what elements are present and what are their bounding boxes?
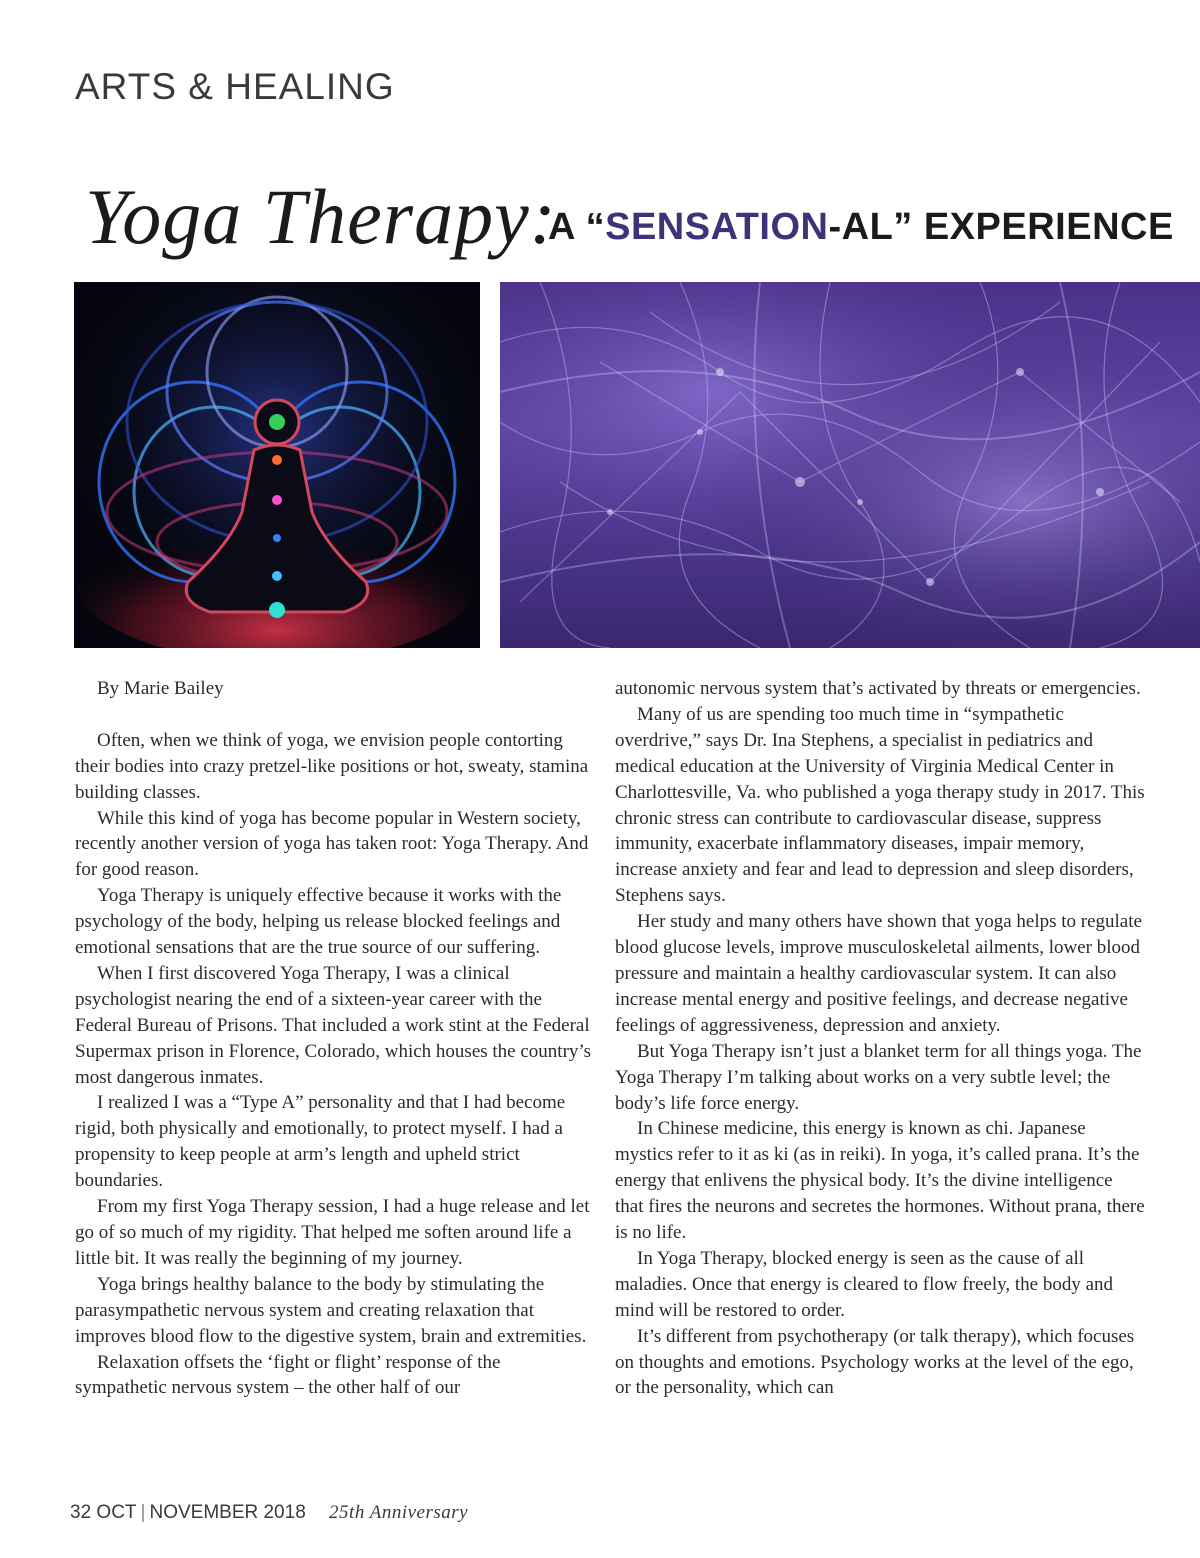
paragraph: Many of us are spending too much time in “sympathetic overdrive,” says Dr. Ina Stephens, a specialist in pediatrics and medical education at the University of Virginia Medical Center in Charlottesville, Va. who published a yoga therapy study in 2017. This chronic stress can contribute to cardiovascular disease, suppress immunity, exacerbate inflammatory diseases, impair memory, increase anxiety and fear and lead to depression and sleep disorders, Stephens says. bbox=[615, 703, 1145, 907]
chakra-illustration bbox=[74, 282, 480, 648]
paragraph: While this kind of yoga has become popular in Western society, recently another version of yoga has taken root: Yoga Therapy. And for good reason. bbox=[75, 807, 589, 881]
paragraph: Her study and many others have shown that yoga helps to regulate blood glucose levels, improve musculoskeletal ailments, lower blood pressure and maintain a healthy cardiovascular system. It can also increase mental energy and positive feelings, and decrease negative feelings of aggressiveness, depression and anxiety. bbox=[615, 911, 1142, 1036]
neural-network-image bbox=[500, 282, 1200, 648]
anniversary-label: 25th Anniversary bbox=[329, 1502, 469, 1523]
byline: By Marie Bailey bbox=[97, 678, 224, 699]
paragraph: Relaxation offsets the ‘fight or flight’ response of the sympathetic nervous system – the other half of our bbox=[75, 1351, 501, 1399]
issue-month-a: OCT bbox=[96, 1502, 137, 1523]
page-number: 32 bbox=[70, 1502, 92, 1523]
paragraph: Yoga Therapy is uniquely effective because it works with the psychology of the body, helping us release blocked feelings and emotional sensations that are the true source of our suffering. bbox=[75, 885, 562, 959]
article-column-right bbox=[615, 676, 1145, 1401]
paragraph: But Yoga Therapy isn’t just a blanket term for all things yoga. The Yoga Therapy I’m talking about works on a very subtle level; the body’s life force energy. bbox=[615, 1040, 1142, 1114]
paragraph: In Chinese medicine, this energy is known as chi. Japanese mystics refer to it as ki (as in reiki). In yoga, it’s called prana. It’s the energy that enlivens the physical body. It’s the divine intelligence that fires the neurons and secretes the hormones. Without prana, there is no life. bbox=[615, 1118, 1145, 1244]
article-title: Yoga Therapy: bbox=[85, 173, 557, 260]
subtitle-accent: SENSATION bbox=[605, 206, 829, 248]
page-footer bbox=[70, 1502, 468, 1524]
paragraph: In Yoga Therapy, blocked energy is seen as the cause of all maladies. Once that energy is cleared to flow freely, the body and mind will be restored to order. bbox=[615, 1247, 1114, 1321]
paragraph: It’s different from psychotherapy (or talk therapy), which focuses on thoughts and emotions. Psychology works at the level of the ego, or the personality, which can bbox=[615, 1325, 1135, 1399]
article-subtitle bbox=[548, 206, 1174, 249]
neural-illustration bbox=[500, 282, 1200, 648]
paragraph: From my first Yoga Therapy session, I had a huge release and let go of so much of my rigidity. That helped me soften around life a little bit. It was really the beginning of my journey. bbox=[75, 1196, 590, 1269]
subtitle-prefix: A “ bbox=[548, 206, 606, 248]
article-column-left bbox=[75, 676, 595, 1401]
paragraph: When I first discovered Yoga Therapy, I was a clinical psychologist nearing the end of a sixteen-year career with the Federal Bureau of Prisons. That included a work stint at the Federal Supermax prison in Florence, Colorado, which houses the country’s most dangerous inmates. bbox=[75, 962, 592, 1088]
paragraph: Often, when we think of yoga, we envision people contorting their bodies into crazy pretzel-like positions or hot, sweaty, stamina building classes. bbox=[75, 729, 589, 803]
footer-divider: | bbox=[140, 1502, 146, 1523]
paragraph: I realized I was a “Type A” personality and that I had become rigid, both physically and emotionally, to protect myself. I had a propensity to keep people at arm’s length and upheld strict boundaries. bbox=[75, 1092, 566, 1192]
subtitle-suffix: -AL” EXPERIENCE bbox=[828, 206, 1174, 248]
paragraph-continuation: autonomic nervous system that’s activated by threats or emergencies. bbox=[615, 678, 1141, 699]
section-label: ARTS & HEALING bbox=[75, 66, 395, 107]
paragraph: Yoga brings healthy balance to the body by stimulating the parasympathetic nervous system and creating relaxation that improves blood flow to the digestive system, brain and extremities. bbox=[75, 1273, 587, 1347]
chakra-meditation-image bbox=[74, 282, 480, 648]
issue-month-b: NOVEMBER 2018 bbox=[149, 1502, 306, 1523]
